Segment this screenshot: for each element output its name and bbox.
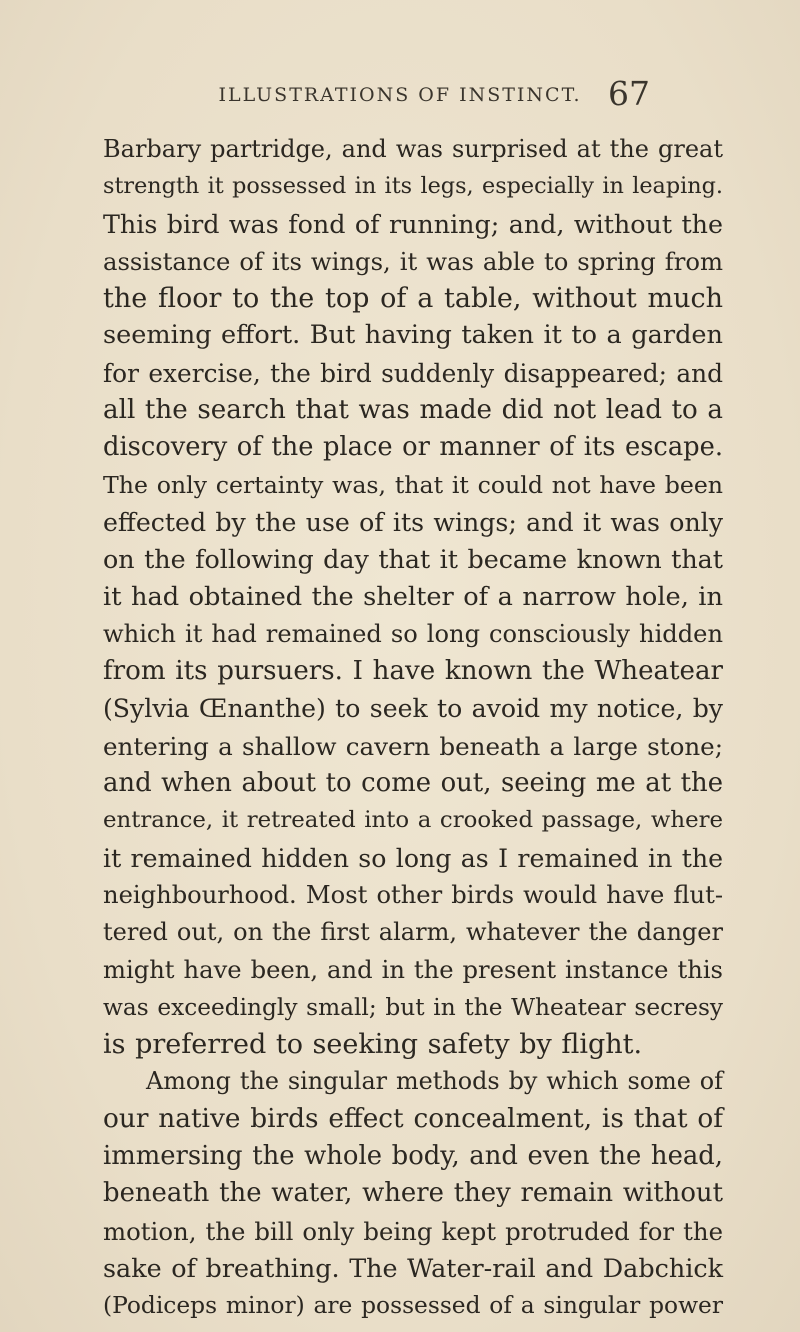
text-line: might have been, and in the present instance this (103, 955, 723, 984)
text-line: assistance of its wings, it was able to spring from (103, 246, 723, 276)
text-line: entering a shallow cavern beneath a large stone; (103, 731, 723, 761)
text-line: is preferred to seeking safety by flight. (103, 1029, 643, 1061)
text-line: from its pursuers. I have known the Wheatear (103, 656, 723, 687)
text-line: sake of breathing. The Water-rail and Dabchick (103, 1252, 723, 1283)
text-line: Among the singular methods by which some of (146, 1067, 723, 1096)
text-line: neighbourhood. Most other birds would have flut- (103, 880, 723, 909)
text-line: motion, the bill only being kept protruded for the (103, 1216, 723, 1246)
text-line: it had obtained the shelter of a narrow hole, in (103, 581, 723, 612)
text-line: The only certainty was, that it could not have been (103, 470, 723, 499)
text-line: seeming effort. But having taken it to a garden (103, 320, 723, 351)
text-line: our native birds effect concealment, is that of (103, 1103, 723, 1134)
text-line: (Podiceps minor) are possessed of a singular power (103, 1291, 723, 1320)
text-line: discovery of the place or manner of its escape. (103, 432, 723, 463)
text-line: entrance, it retreated into a crooked passage, where (103, 807, 723, 834)
text-line: tered out, on the first alarm, whatever the danger (103, 918, 723, 947)
text-line: beneath the water, where they remain without (103, 1178, 723, 1209)
text-line: was exceedingly small; but in the Wheatear secresy (103, 993, 723, 1021)
text-line: (Sylvia Œnanthe) to seek to avoid my notice, by (103, 694, 723, 724)
text-line: it remained hidden so long as I remained in the (103, 843, 723, 873)
text-line: the floor to the top of a table, without much (103, 283, 723, 315)
text-line: and when about to come out, seeing me at the (103, 768, 723, 799)
text-line: on the following day that it became known that (103, 544, 723, 575)
text-line: which it had remained so long consciously hidden (103, 619, 723, 648)
page-number: 67 (608, 74, 650, 113)
text-line: This bird was fond of running; and, without the (103, 208, 723, 239)
text-line: for exercise, the bird suddenly disappeared; and (103, 358, 723, 388)
text-line: Barbary partridge, and was surprised at the great (103, 135, 723, 163)
text-line: effected by the use of its wings; and it was only (103, 507, 723, 537)
running-head: ILLUSTRATIONS OF INSTINCT. (218, 84, 582, 106)
text-line: strength it possessed in its legs, especially in leaping. (103, 173, 723, 200)
body-text (103, 131, 723, 1325)
text-line: immersing the whole body, and even the head, (103, 1141, 723, 1172)
text-line: all the search that was made did not lead to a (103, 395, 723, 426)
